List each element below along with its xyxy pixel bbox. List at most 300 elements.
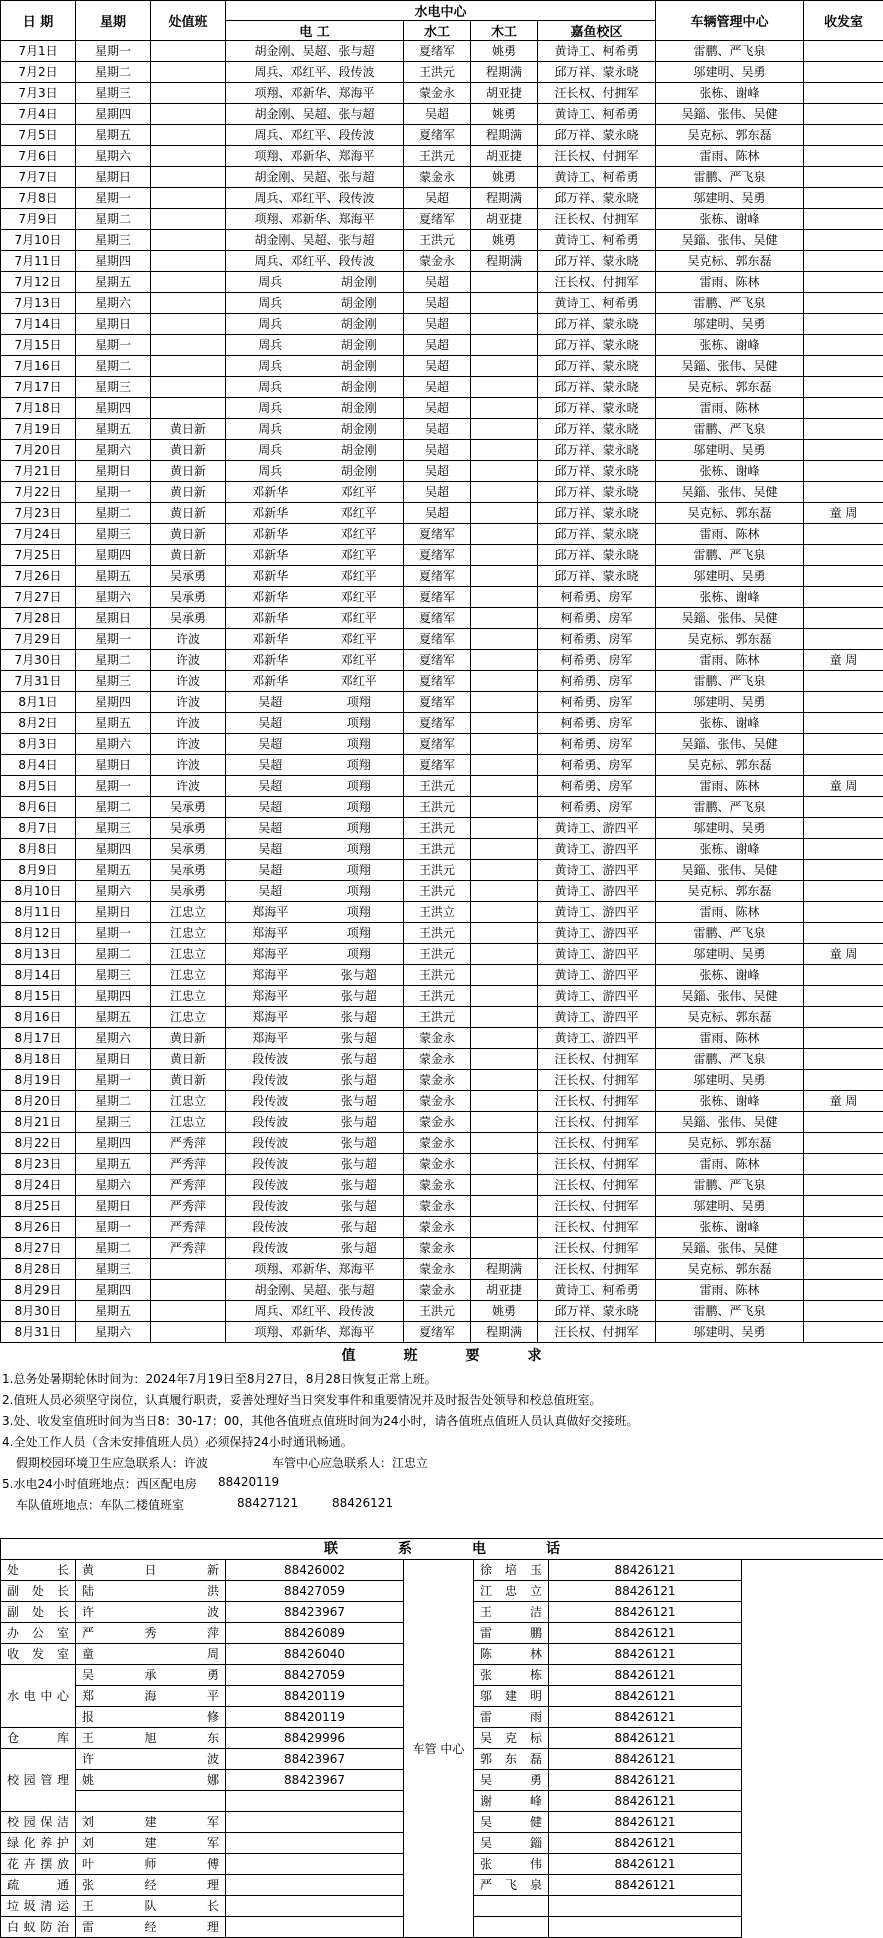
cell-vehicle: 雷雨、陈林 [656,398,804,419]
cell-vehicle: 吴克标、郭东磊 [656,1133,804,1154]
cell-office-duty [151,398,226,419]
cell-weekday: 星期六 [76,146,151,167]
cell-weekday: 星期五 [76,419,151,440]
cell-date: 8月17日 [1,1028,76,1049]
vehicle-duty-phone-2: 88426121 [332,1496,393,1510]
cell-electrician [226,1028,404,1049]
cell-date: 8月14日 [1,965,76,986]
cell-jiayu: 柯希勇、房军 [538,629,656,650]
electrician-b: 邓红平 [315,671,404,691]
header-hydro-center: 水电中心 [226,1,656,21]
contact-phone [226,1875,404,1896]
cell-jiayu: 邱万祥、蒙永晓 [538,545,656,566]
cell-office-duty: 许波 [151,755,226,776]
cell-weekday: 星期三 [76,1259,151,1280]
cell-date: 7月18日 [1,398,76,419]
cell-date: 7月20日 [1,440,76,461]
cell-vehicle: 雷雨、陈林 [656,902,804,923]
cell-date: 8月18日 [1,1049,76,1070]
vehicle-contact-phone: 88426121 [549,1707,742,1728]
cell-plumber: 夏绪军 [404,671,471,692]
cell-vehicle: 吴克标、郭东磊 [656,1259,804,1280]
cell-vehicle: 张栋、谢峰 [656,209,804,230]
contact-role: 仓 库 [1,1728,76,1749]
electrician-a: 段传波 [226,1112,315,1132]
cell-vehicle: 邬建明、吴勇 [656,944,804,965]
electrician-a: 郑海平 [226,965,315,985]
cell-plumber: 蒙金永 [404,1112,471,1133]
table-row [1,818,883,839]
cell-jiayu: 邱万祥、蒙永晓 [538,461,656,482]
cell-office-duty: 江忠立 [151,923,226,944]
electrician-b: 邓红平 [315,608,404,628]
cell-vehicle: 吴錙、张伟、吴健 [656,1238,804,1259]
table-row [1,797,883,818]
cell-weekday: 星期六 [76,881,151,902]
cell-date: 8月23日 [1,1154,76,1175]
cell-carpenter: 程期满 [471,188,538,209]
electrician-a: 邓新华 [226,650,315,670]
cell-weekday: 星期日 [76,167,151,188]
cell-electrician [226,776,404,797]
cell-weekday: 星期二 [76,944,151,965]
cell-vehicle: 雷雨、陈林 [656,524,804,545]
cell-plumber: 蒙金永 [404,251,471,272]
contact-name: 王队长 [76,1896,226,1917]
vehicle-contact-phone: 88426121 [549,1644,742,1665]
cell-date: 8月11日 [1,902,76,923]
cell-carpenter [471,944,538,965]
cell-mailroom [804,83,883,104]
vehicle-contact-phone: 88426121 [549,1560,742,1581]
table-row [1,1238,883,1259]
cell-plumber: 蒙金永 [404,1049,471,1070]
cell-carpenter [471,692,538,713]
cell-mailroom: 童 周 [804,776,883,797]
contact-name: 许 波 [76,1602,226,1623]
electrician-a: 周兵 [226,461,315,481]
contact-phone: 88423967 [226,1770,404,1791]
cell-carpenter: 程期满 [471,1259,538,1280]
cell-weekday: 星期四 [76,398,151,419]
cell-office-duty: 江忠立 [151,986,226,1007]
cell-mailroom [804,629,883,650]
cell-mailroom: 童 周 [804,1091,883,1112]
cell-jiayu: 黄诗工、游四平 [538,944,656,965]
cell-weekday: 星期六 [76,587,151,608]
electrician-b: 项翔 [315,713,404,733]
cell-office-duty: 许波 [151,671,226,692]
cell-date: 7月13日 [1,293,76,314]
header-date: 日 期 [1,1,76,41]
cell-date: 7月9日 [1,209,76,230]
cell-plumber: 吴超 [404,398,471,419]
cell-jiayu: 黄诗工、游四平 [538,818,656,839]
cell-carpenter [471,566,538,587]
cell-vehicle: 吴錙、张伟、吴健 [656,482,804,503]
cell-electrician [226,1112,404,1133]
cell-carpenter [471,503,538,524]
contact-phone: 88420119 [226,1686,404,1707]
cell-carpenter [471,608,538,629]
cell-weekday: 星期三 [76,1112,151,1133]
cell-weekday: 星期五 [76,1301,151,1322]
electrician-a: 郑海平 [226,986,315,1006]
cell-carpenter [471,335,538,356]
cell-electrician: 胡金刚、吴超、张与超 [226,1280,404,1301]
cell-weekday: 星期一 [76,335,151,356]
table-row [1,1133,883,1154]
cell-electrician [226,986,404,1007]
vehicle-contact-name: 张 伟 [474,1854,549,1875]
electrician-a: 邓新华 [226,503,315,523]
cell-electrician: 周兵、邓红平、段传波 [226,125,404,146]
electrician-a: 吴超 [226,881,315,901]
cell-vehicle: 雷雨、陈林 [656,272,804,293]
electrician-b: 项翔 [315,734,404,754]
cell-plumber: 吴超 [404,461,471,482]
cell-date: 7月8日 [1,188,76,209]
electrician-a: 吴超 [226,776,315,796]
cell-vehicle: 雷鹏、严飞泉 [656,1301,804,1322]
cell-plumber: 夏绪军 [404,209,471,230]
cell-electrician [226,587,404,608]
cell-weekday: 星期二 [76,797,151,818]
cell-office-duty: 江忠立 [151,1091,226,1112]
cell-electrician [226,860,404,881]
cell-carpenter [471,1028,538,1049]
cell-vehicle: 吴錙、张伟、吴健 [656,1112,804,1133]
cell-plumber: 蒙金永 [404,1280,471,1301]
cell-date: 8月20日 [1,1091,76,1112]
cell-date: 7月6日 [1,146,76,167]
cell-weekday: 星期一 [76,41,151,62]
cell-date: 8月7日 [1,818,76,839]
cell-office-duty: 黄日新 [151,419,226,440]
cell-date: 7月11日 [1,251,76,272]
cell-date: 7月16日 [1,356,76,377]
cell-mailroom [804,797,883,818]
cell-electrician [226,314,404,335]
electrician-a: 周兵 [226,314,315,334]
hydro-duty-phone: 88420119 [218,1475,279,1489]
table-row [1,1070,883,1091]
cell-carpenter [471,272,538,293]
cell-mailroom [804,1238,883,1259]
electrician-a: 段传波 [226,1049,315,1069]
electrician-a: 吴超 [226,713,315,733]
cell-weekday: 星期三 [76,83,151,104]
cell-office-duty: 吴承勇 [151,818,226,839]
vehicle-contact-name: 王 洁 [474,1602,549,1623]
cell-plumber: 蒙金永 [404,1154,471,1175]
cell-office-duty [151,104,226,125]
cell-electrician: 胡金刚、吴超、张与超 [226,41,404,62]
cell-jiayu: 汪长权、付拥军 [538,209,656,230]
cell-vehicle: 张栋、谢峰 [656,461,804,482]
cell-plumber: 夏绪军 [404,629,471,650]
vehicle-duty-phone-1: 88427121 [237,1496,298,1510]
contact-name: 报 修 [76,1707,226,1728]
cell-electrician [226,713,404,734]
cell-weekday: 星期三 [76,377,151,398]
contact-phone: 88427059 [226,1581,404,1602]
table-row [1,251,883,272]
cell-carpenter [471,923,538,944]
cell-carpenter [471,1091,538,1112]
cell-vehicle: 雷鹏、严飞泉 [656,1049,804,1070]
table-row [1,314,883,335]
electrician-a: 周兵 [226,272,315,292]
table-row [1,755,883,776]
contact-role: 疏 通 [1,1875,76,1896]
electrician-b: 张与超 [315,1175,404,1195]
cell-weekday: 星期六 [76,440,151,461]
vehicle-center-label: 车管 中心 [404,1560,474,1938]
cell-plumber: 王洪元 [404,986,471,1007]
cell-date: 8月30日 [1,1301,76,1322]
contact-phone [226,1812,404,1833]
cell-carpenter: 胡亚捷 [471,83,538,104]
cell-mailroom [804,251,883,272]
cell-mailroom [804,167,883,188]
vehicle-contact-phone: 88426121 [549,1812,742,1833]
contact-name: 黄日新 [76,1560,226,1581]
cell-date: 8月1日 [1,692,76,713]
cell-mailroom [804,1322,883,1343]
cell-plumber: 夏绪军 [404,713,471,734]
cell-plumber: 蒙金永 [404,167,471,188]
cell-mailroom [804,1049,883,1070]
cell-carpenter [471,986,538,1007]
cell-electrician [226,419,404,440]
cell-office-duty [151,272,226,293]
cell-carpenter: 姚勇 [471,167,538,188]
cell-office-duty: 江忠立 [151,944,226,965]
electrician-a: 段传波 [226,1070,315,1090]
empty-cell [742,1623,883,1644]
cell-plumber: 吴超 [404,503,471,524]
electrician-b: 胡金刚 [315,335,404,355]
cell-mailroom [804,1301,883,1322]
cell-carpenter [471,755,538,776]
vehicle-contact-name: 江忠立 [474,1581,549,1602]
cell-vehicle: 雷鹏、严飞泉 [656,797,804,818]
electrician-b: 项翔 [315,923,404,943]
electrician-b: 项翔 [315,839,404,859]
vehicle-contact-phone: 88426121 [549,1791,742,1812]
cell-carpenter [471,734,538,755]
cell-jiayu: 柯希勇、房军 [538,671,656,692]
cell-date: 7月23日 [1,503,76,524]
cell-plumber: 吴超 [404,188,471,209]
cell-plumber: 夏绪军 [404,587,471,608]
contact-phone: 88429996 [226,1728,404,1749]
cell-weekday: 星期日 [76,755,151,776]
cell-jiayu: 邱万祥、蒙永晓 [538,566,656,587]
requirement-line: 1.总务处暑期轮休时间为：2024年7月19日至8月27日，8月28日恢复正常上班。 [2,1370,437,1387]
vehicle-contact-name [474,1896,549,1917]
cell-vehicle: 邬建明、吴勇 [656,1070,804,1091]
cell-date: 8月25日 [1,1196,76,1217]
table-row [1,734,883,755]
empty-cell [742,1833,883,1854]
empty-cell [742,1707,883,1728]
cell-office-duty: 黄日新 [151,1028,226,1049]
empty-cell [742,1875,883,1896]
table-row [1,902,883,923]
cell-electrician: 胡金刚、吴超、张与超 [226,230,404,251]
empty-cell [742,1686,883,1707]
cell-date: 8月15日 [1,986,76,1007]
electrician-b: 张与超 [315,1238,404,1258]
cell-electrician: 项翔、邓新华、郑海平 [226,1259,404,1280]
cell-vehicle: 雷雨、陈林 [656,1028,804,1049]
cell-electrician [226,398,404,419]
cell-weekday: 星期二 [76,503,151,524]
cell-date: 7月15日 [1,335,76,356]
cell-mailroom: 童 周 [804,503,883,524]
cell-plumber: 王洪元 [404,923,471,944]
electrician-a: 周兵 [226,293,315,313]
cell-electrician [226,650,404,671]
cell-weekday: 星期一 [76,776,151,797]
cell-jiayu: 柯希勇、房军 [538,797,656,818]
table-row [1,923,883,944]
cell-date: 7月12日 [1,272,76,293]
cell-weekday: 星期一 [76,923,151,944]
cell-office-duty: 吴承勇 [151,881,226,902]
cell-weekday: 星期六 [76,1322,151,1343]
cell-office-duty [151,230,226,251]
electrician-a: 邓新华 [226,629,315,649]
header-jiayu-campus: 嘉鱼校区 [538,21,656,41]
cell-weekday: 星期日 [76,902,151,923]
cell-weekday: 星期五 [76,860,151,881]
cell-mailroom [804,62,883,83]
cell-plumber: 王洪元 [404,1301,471,1322]
contact-role: 水电中心 [1,1665,76,1728]
table-row [1,125,883,146]
electrician-b: 邓红平 [315,524,404,544]
empty-cell [742,1791,883,1812]
cell-jiayu: 黄诗工、柯希勇 [538,1280,656,1301]
electrician-a: 段传波 [226,1196,315,1216]
cell-plumber: 吴超 [404,440,471,461]
cell-date: 7月4日 [1,104,76,125]
contact-name: 许 波 [76,1749,226,1770]
header-plumber: 水工 [404,21,471,41]
contact-table [0,1538,883,1938]
cell-electrician [226,797,404,818]
electrician-b: 项翔 [315,797,404,817]
cell-mailroom [804,1196,883,1217]
cell-vehicle: 张栋、谢峰 [656,965,804,986]
cell-electrician [226,1049,404,1070]
table-row [1,692,883,713]
contact-name [76,1791,226,1812]
vehicle-contact-phone: 88426121 [549,1581,742,1602]
cell-plumber: 蒙金永 [404,1217,471,1238]
cell-jiayu: 汪长权、付拥军 [538,1238,656,1259]
cell-office-duty: 黄日新 [151,440,226,461]
cell-mailroom [804,1133,883,1154]
cell-jiayu: 邱万祥、蒙永晓 [538,398,656,419]
vehicle-contact-name: 邬建明 [474,1686,549,1707]
cell-carpenter [471,587,538,608]
cell-vehicle: 邬建明、吴勇 [656,692,804,713]
cell-electrician: 项翔、邓新华、郑海平 [226,83,404,104]
cell-weekday: 星期三 [76,671,151,692]
table-row [1,860,883,881]
electrician-a: 周兵 [226,335,315,355]
cell-jiayu: 邱万祥、蒙永晓 [538,62,656,83]
cell-office-duty [151,125,226,146]
cell-weekday: 星期一 [76,629,151,650]
cell-carpenter [471,818,538,839]
vehicle-contact-phone: 88426121 [549,1749,742,1770]
table-row [1,1301,883,1322]
electrician-b: 张与超 [315,1217,404,1237]
empty-cell [742,1644,883,1665]
contacts-body [1,1560,883,1938]
cell-mailroom [804,839,883,860]
electrician-b: 张与超 [315,986,404,1006]
cell-jiayu: 邱万祥、蒙永晓 [538,251,656,272]
cell-vehicle: 雷雨、陈林 [656,1280,804,1301]
cell-date: 7月19日 [1,419,76,440]
cell-carpenter [471,1154,538,1175]
cell-plumber: 夏绪军 [404,125,471,146]
cell-date: 7月31日 [1,671,76,692]
cell-date: 7月22日 [1,482,76,503]
electrician-b: 胡金刚 [315,398,404,418]
cell-electrician: 项翔、邓新华、郑海平 [226,146,404,167]
empty-cell [742,1749,883,1770]
cell-date: 7月7日 [1,167,76,188]
cell-date: 8月24日 [1,1175,76,1196]
cell-mailroom [804,986,883,1007]
cell-date: 7月14日 [1,314,76,335]
cell-office-duty [151,314,226,335]
cell-mailroom [804,440,883,461]
cell-date: 8月8日 [1,839,76,860]
contact-role: 校园保洁 [1,1812,76,1833]
cell-mailroom [804,461,883,482]
table-row [1,440,883,461]
cell-carpenter [471,398,538,419]
cell-plumber: 夏绪军 [404,524,471,545]
cell-jiayu: 柯希勇、房军 [538,587,656,608]
electrician-a: 吴超 [226,734,315,754]
table-row [1,398,883,419]
cell-vehicle: 吴錙、张伟、吴健 [656,734,804,755]
cell-weekday: 星期四 [76,104,151,125]
table-row [1,482,883,503]
electrician-a: 周兵 [226,377,315,397]
cell-mailroom [804,104,883,125]
cell-date: 7月3日 [1,83,76,104]
cell-carpenter [471,839,538,860]
cell-mailroom [804,608,883,629]
cell-plumber: 蒙金永 [404,1091,471,1112]
cell-jiayu: 黄诗工、柯希勇 [538,230,656,251]
cell-office-duty: 严秀萍 [151,1175,226,1196]
cell-vehicle: 邬建明、吴勇 [656,566,804,587]
electrician-b: 张与超 [315,1070,404,1090]
cell-office-duty: 许波 [151,776,226,797]
cell-date: 7月27日 [1,587,76,608]
